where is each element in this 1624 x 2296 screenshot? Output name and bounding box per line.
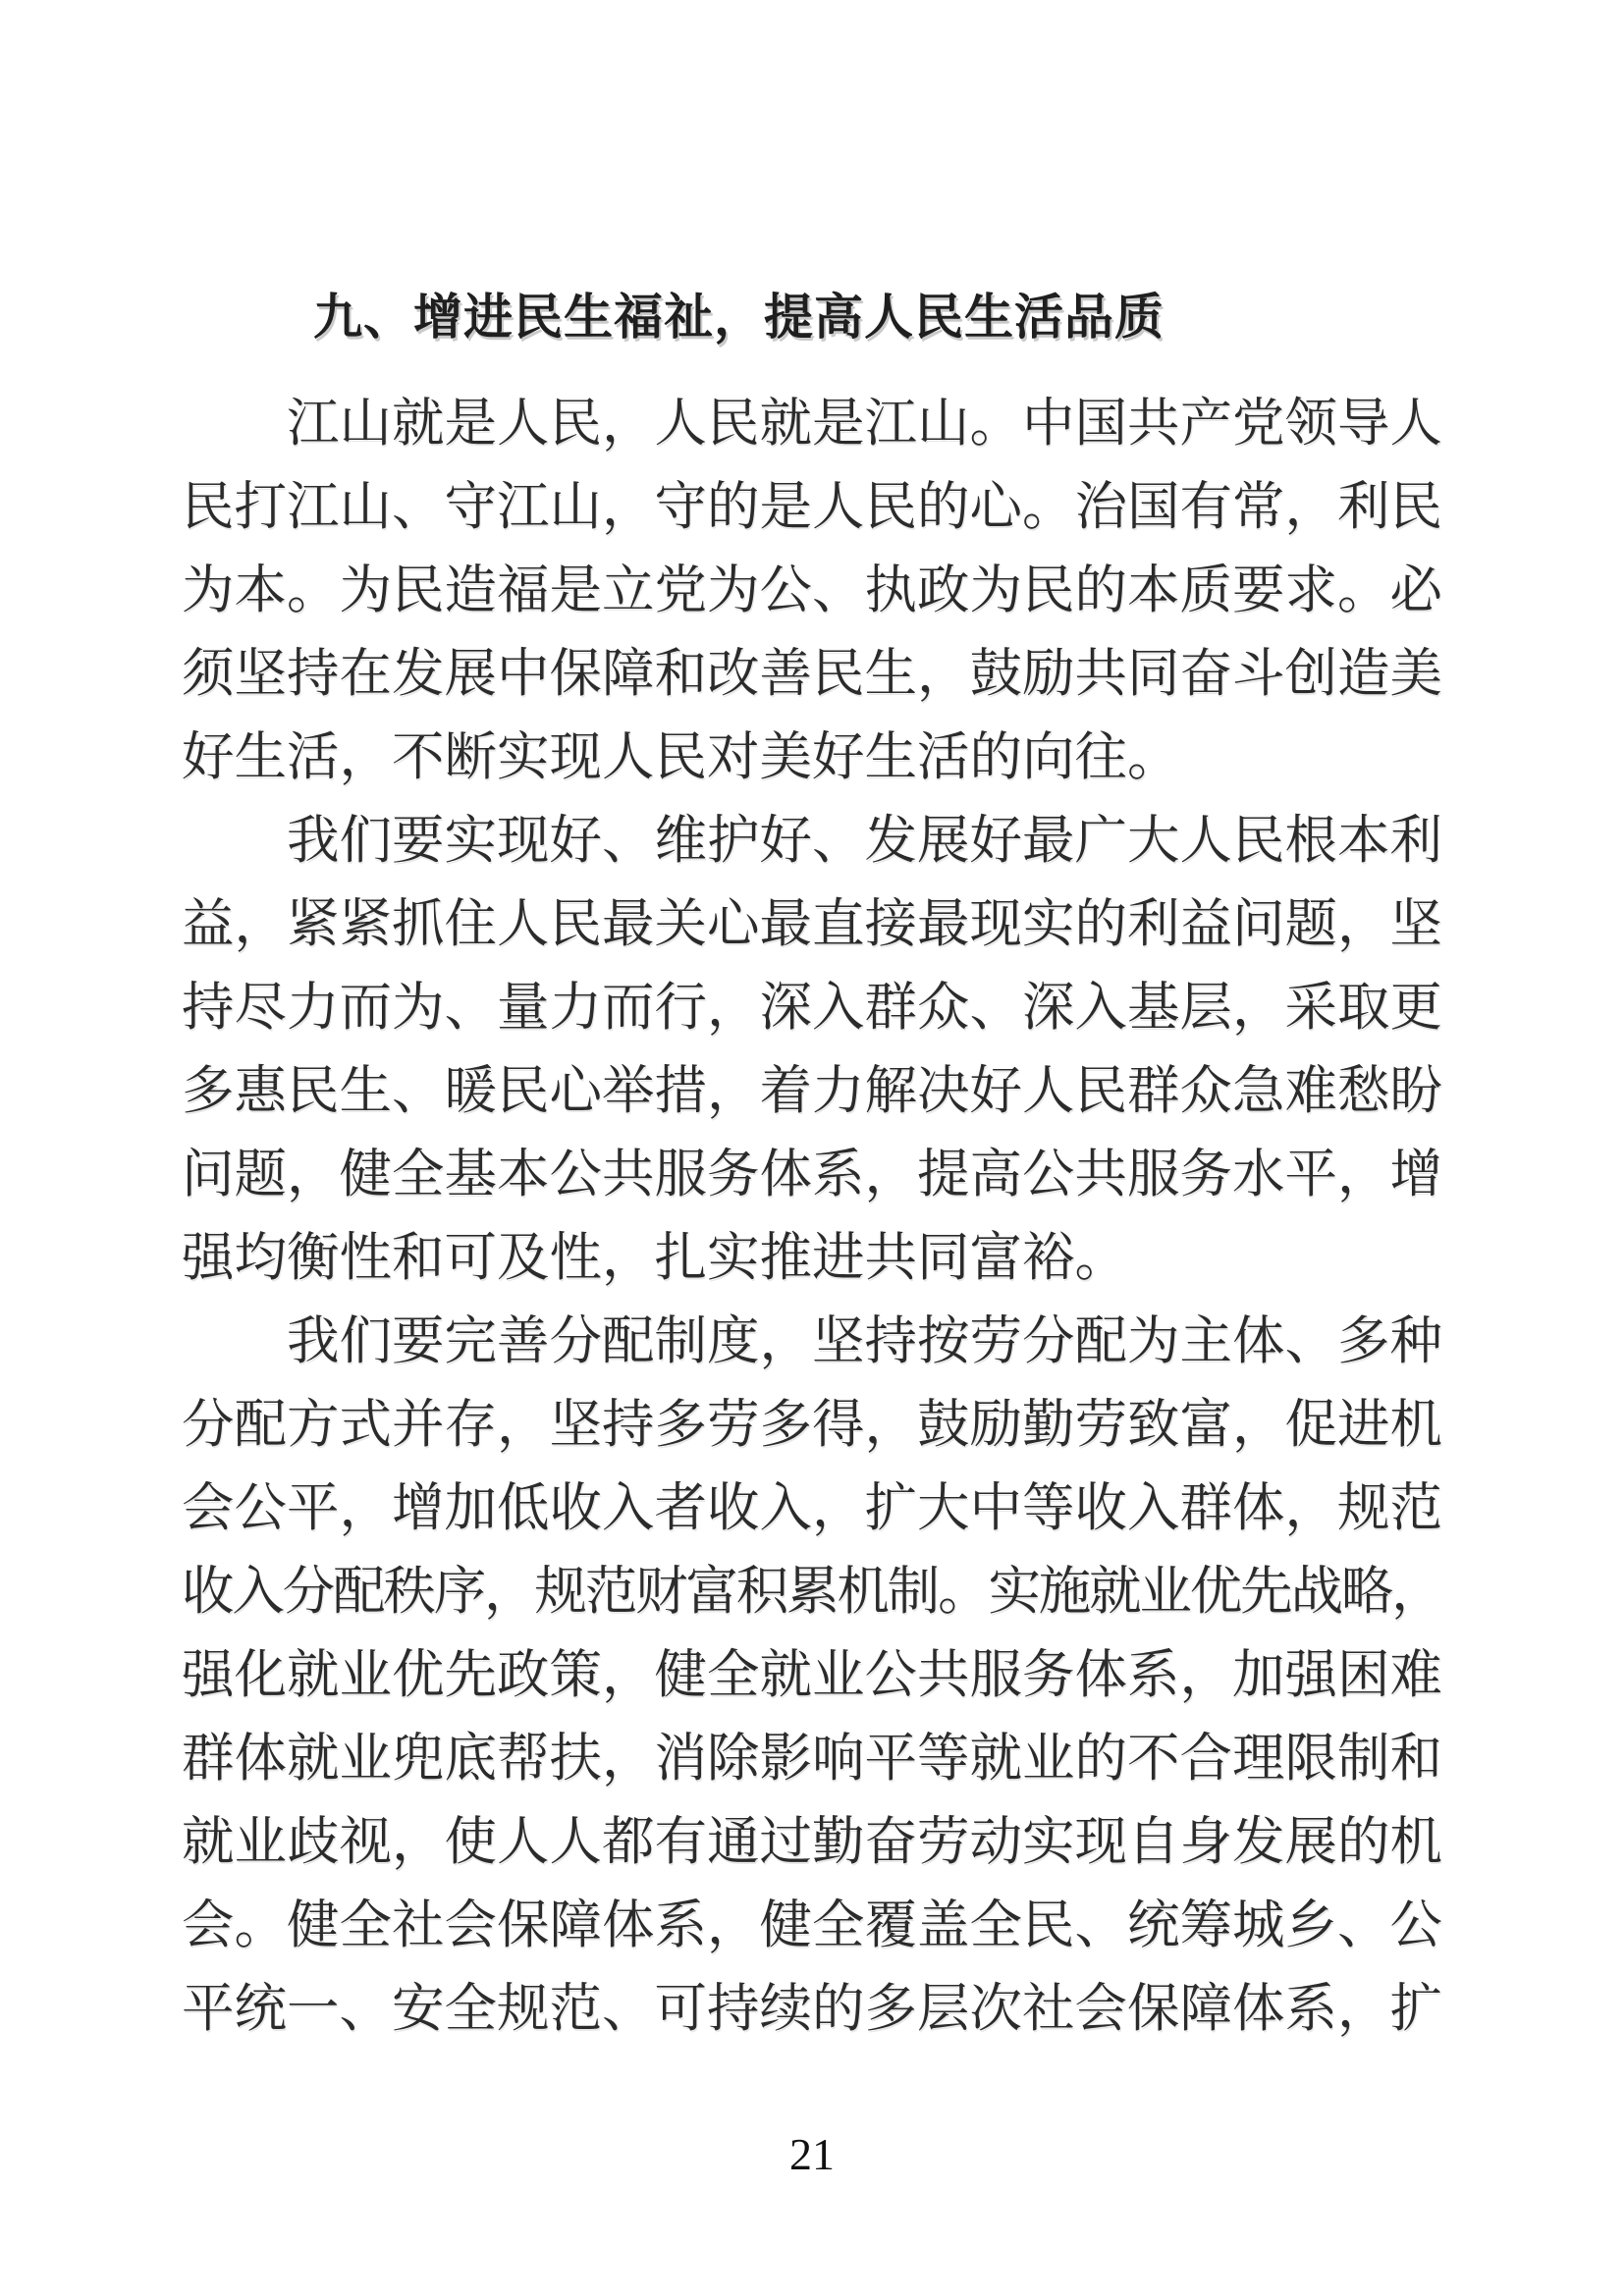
text-line: 多惠民生、暖民心举措，着力解决好人民群众急难愁盼	[182, 1061, 1442, 1120]
text-line: 民打江山、守江山，守的是人民的心。治国有常，利民	[182, 477, 1442, 536]
text-line: 平统一、安全规范、可持续的多层次社会保障体系，扩	[182, 1979, 1442, 2038]
body-text	[182, 382, 1442, 2051]
text-line: 群体就业兜底帮扶，消除影响平等就业的不合理限制和	[182, 1729, 1442, 1788]
text-line: 持尽力而为、量力而行，深入群众、深入基层，采取更	[182, 978, 1442, 1037]
text-line: 会。健全社会保障体系，健全覆盖全民、统筹城乡、公	[182, 1896, 1442, 1954]
text-line: 益，紧紧抓住人民最关心最直接最现实的利益问题，坚	[182, 894, 1442, 953]
text-line: 为本。为民造福是立党为公、执政为民的本质要求。必	[182, 561, 1442, 619]
text-line: 就业歧视，使人人都有通过勤奋劳动实现自身发展的机	[182, 1812, 1442, 1871]
text-line: 强均衡性和可及性，扎实推进共同富裕。	[182, 1228, 1127, 1287]
section-heading: 九、增进民生福祉，提高人民生活品质	[313, 290, 1164, 345]
text-line: 我们要实现好、维护好、发展好最广大人民根本利	[287, 811, 1442, 870]
text-line: 强化就业优先政策，健全就业公共服务体系，加强困难	[182, 1645, 1442, 1704]
text-line: 问题，健全基本公共服务体系，提高公共服务水平，增	[182, 1145, 1442, 1203]
text-line: 分配方式并存，坚持多劳多得，鼓励勤劳致富，促进机	[182, 1395, 1442, 1454]
page-number: 21	[789, 2129, 835, 2179]
text-line: 会公平，增加低收入者收入，扩大中等收入群体，规范	[182, 1478, 1442, 1537]
text-line: 须坚持在发展中保障和改善民生，鼓励共同奋斗创造美	[182, 644, 1442, 703]
text-line: 好生活，不断实现人民对美好生活的向往。	[182, 727, 1180, 786]
text-line: 收入分配秩序，规范财富积累机制。实施就业优先战略，	[182, 1562, 1442, 1621]
text-line: 江山就是人民，人民就是江山。中国共产党领导人	[287, 394, 1442, 453]
text-line: 我们要完善分配制度，坚持按劳分配为主体、多种	[287, 1311, 1442, 1370]
